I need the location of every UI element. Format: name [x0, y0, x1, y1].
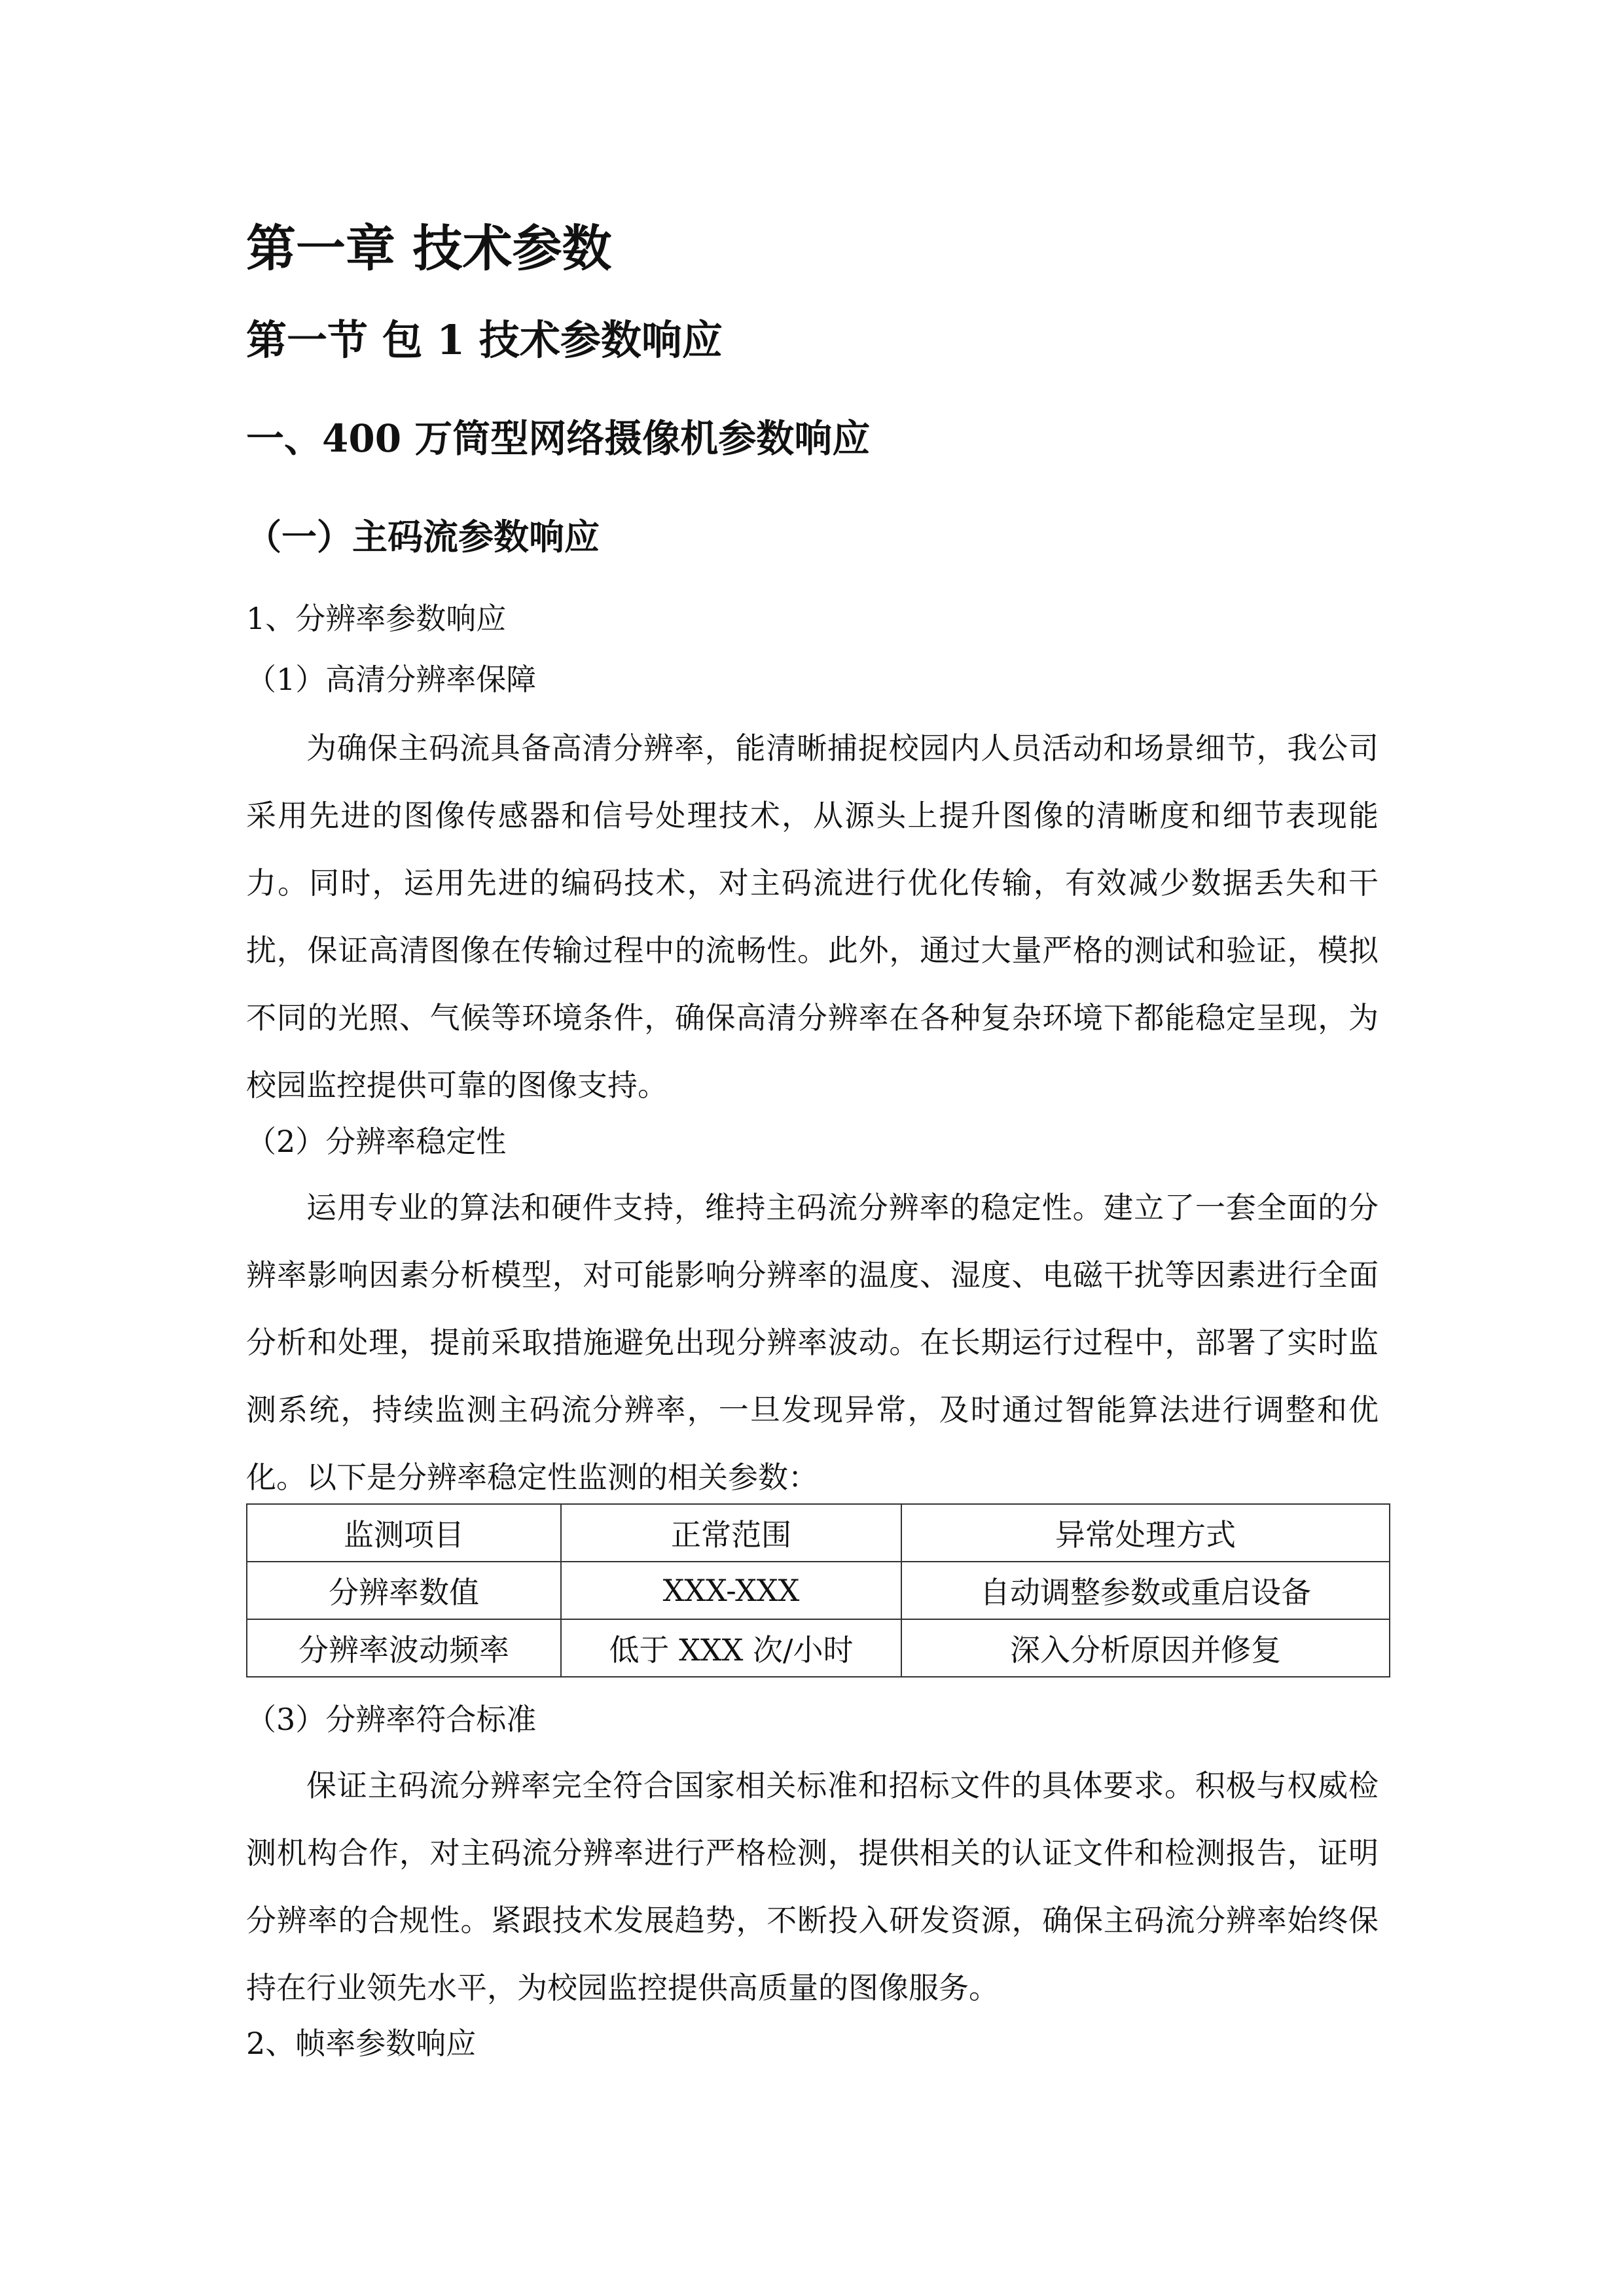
- sub3-title: （3）分辨率符合标准: [246, 1702, 537, 1737]
- item2-title: 2、帧率参数响应: [246, 2026, 477, 2061]
- table-header-cell: 异常处理方式: [901, 1504, 1390, 1562]
- table-header-cell: 正常范围: [561, 1504, 901, 1562]
- section-title: 第一节 包 1 技术参数响应: [246, 316, 723, 364]
- table-cell: 低于 XXX 次/小时: [561, 1619, 901, 1677]
- table-row: [247, 1619, 1390, 1677]
- table-header-cell: 监测项目: [247, 1504, 561, 1562]
- sub1-title: （1）高清分辨率保障: [246, 662, 537, 697]
- sub2-title: （2）分辨率稳定性: [246, 1124, 507, 1159]
- monitoring-params-table: [246, 1503, 1390, 1677]
- table-row: [247, 1562, 1390, 1619]
- paragraph-resolution-stability: 运用专业的算法和硬件支持，维持主码流分辨率的稳定性。建立了一套全面的分辨率影响因素分析模型，对可能影响分辨率的温度、湿度、电磁干扰等因素进行全面分析和处理，提前采取措施避免出现分辨率波动。在长期运行过程中，部署了实时监测系统，持续监测主码流分辨率，一旦发现异常，及时通过智能算法进行调整和优化。以下是分辨率稳定性监测的相关参数：: [246, 1190, 1379, 1495]
- chapter-title: 第一章 技术参数: [246, 219, 612, 278]
- paragraph-resolution-standard: 保证主码流分辨率完全符合国家相关标准和招标文件的具体要求。积极与权威检测机构合作，对主码流分辨率进行严格检测，提供相关的认证文件和检测报告，证明分辨率的合规性。紧跟技术发展趋势，不断投入研发资源，确保主码流分辨率始终保持在行业领先水平，为校园监控提供高质量的图像服务。: [246, 1768, 1379, 2005]
- table-header-row: [247, 1504, 1390, 1562]
- table-cell: 分辨率波动频率: [247, 1619, 561, 1677]
- paragraph-hd-resolution: 为确保主码流具备高清分辨率，能清晰捕捉校园内人员活动和场景细节，我公司采用先进的图像传感器和信号处理技术，从源头上提升图像的清晰度和细节表现能力。同时，运用先进的编码技术，对主码流进行优化传输，有效减少数据丢失和干扰，保证高清图像在传输过程中的流畅性。此外，通过大量严格的测试和验证，模拟不同的光照、气候等环境条件，确保高清分辨率在各种复杂环境下都能稳定呈现，为校园监控提供可靠的图像支持。: [246, 730, 1379, 1103]
- subsection-title: 一、400 万筒型网络摄像机参数响应: [246, 416, 871, 461]
- table-cell: 分辨率数值: [247, 1562, 561, 1619]
- table-cell: XXX-XXX: [561, 1562, 901, 1619]
- table-cell: 深入分析原因并修复: [901, 1619, 1390, 1677]
- table-cell: 自动调整参数或重启设备: [901, 1562, 1390, 1619]
- item1-title: 1、分辨率参数响应: [246, 601, 507, 636]
- part-title: （一）主码流参数响应: [246, 516, 600, 558]
